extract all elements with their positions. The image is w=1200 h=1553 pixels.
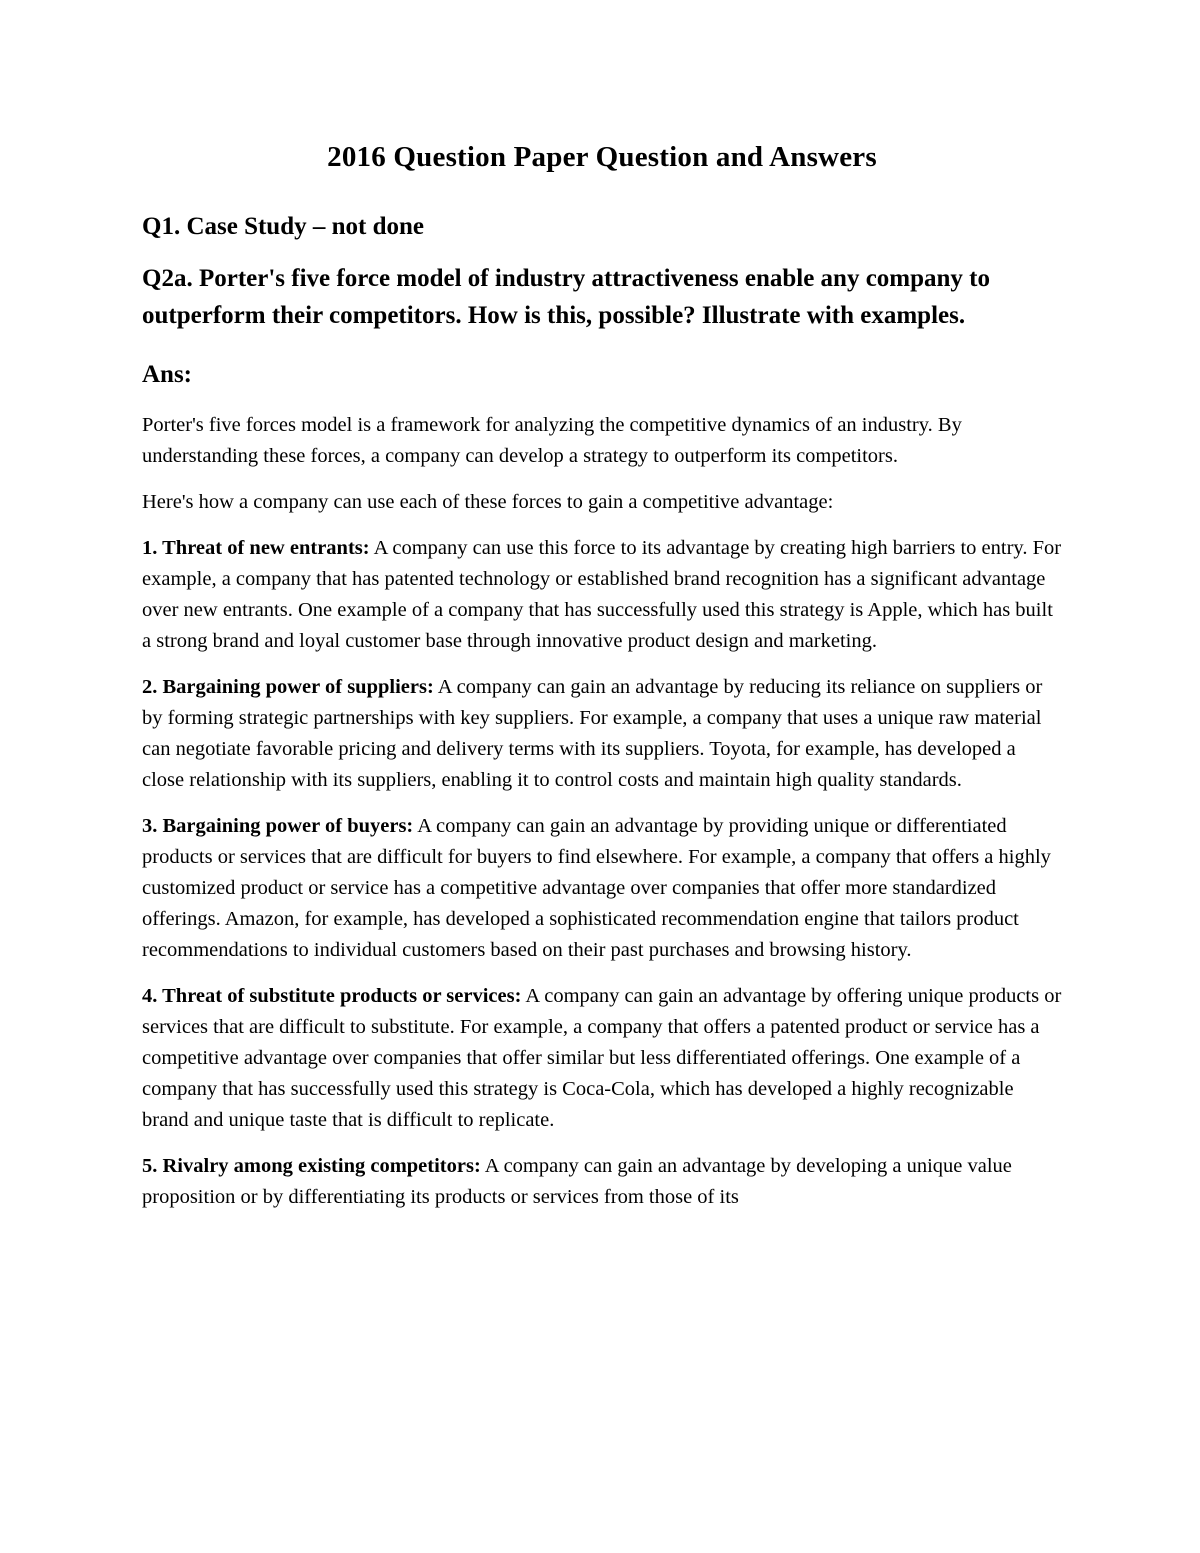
point-heading: 3. Bargaining power of buyers:: [142, 815, 414, 838]
point-heading: 2. Bargaining power of suppliers:: [142, 676, 434, 699]
document-page: [142, 140, 1062, 1228]
point-text: A company can gain an advantage by offering unique products or services that are difficult to substitute. For example, a company that offers a patented product or service has a competitive advantage over companies that offer similar but less differentiated offerings. One example of a company that has successfully used this strategy is Coca-Cola, which has developed a highly recognizable brand and unique taste that is difficult to replicate.: [142, 985, 1062, 1132]
point-heading: 1. Threat of new entrants:: [142, 537, 370, 560]
question-2a-heading: Q2a. Porter's five force model of industry attractiveness enable any company to outperform their competitors. How is this, possible? Illustrate with examples.: [142, 265, 991, 330]
point-supplier-power: [142, 672, 1062, 796]
point-threat-of-substitutes: [142, 981, 1062, 1136]
point-buyer-power: [142, 811, 1062, 966]
point-text: A company can gain an advantage by providing unique or differentiated products or services that are difficult for buyers to find elsewhere. For example, a company that offers a highly customized product or service has a competitive advantage over companies that offer more standardized offerings. Amazon, for example, has developed a sophisticated recommendation engine that tailors product recommendations to individual customers based on their past purchases and browsing history.: [142, 815, 1051, 962]
point-competitive-rivalry: [142, 1151, 1062, 1213]
point-threat-of-new-entrants: [142, 533, 1062, 657]
point-text: A company can gain an advantage by reducing its reliance on suppliers or by forming strategic partnerships with key suppliers. For example, a company that uses a unique raw material can negotiate favorable pricing and delivery terms with its suppliers. Toyota, for example, has developed a close relationship with its suppliers, enabling it to control costs and maintain high quality standards.: [142, 676, 1043, 792]
point-heading: 5. Rivalry among existing competitors:: [142, 1155, 481, 1178]
point-text: A company can use this force to its advantage by creating high barriers to entry. For example, a company that has patented technology or established brand recognition has a significant advantage over new entrants. One example of a company that has successfully used this strategy is Apple, which has built a strong brand and loyal customer base through innovative product design and marketing.: [142, 537, 1062, 653]
point-heading: 4. Threat of substitute products or services:: [142, 985, 522, 1008]
document-title: 2016 Question Paper Question and Answers: [327, 141, 877, 173]
lead-in-paragraph: Here's how a company can use each of these forces to gain a competitive advantage:: [142, 491, 834, 514]
point-text: A company can gain an advantage by developing a unique value proposition or by differentiating its products or services from those of its: [142, 1155, 1012, 1209]
answer-label: Ans:: [142, 361, 193, 389]
intro-paragraph: Porter's five forces model is a framework for analyzing the competitive dynamics of an industry. By understanding these forces, a company can develop a strategy to outperform its competitors.: [142, 414, 962, 468]
question-1-heading: Q1. Case Study – not done: [142, 212, 424, 240]
